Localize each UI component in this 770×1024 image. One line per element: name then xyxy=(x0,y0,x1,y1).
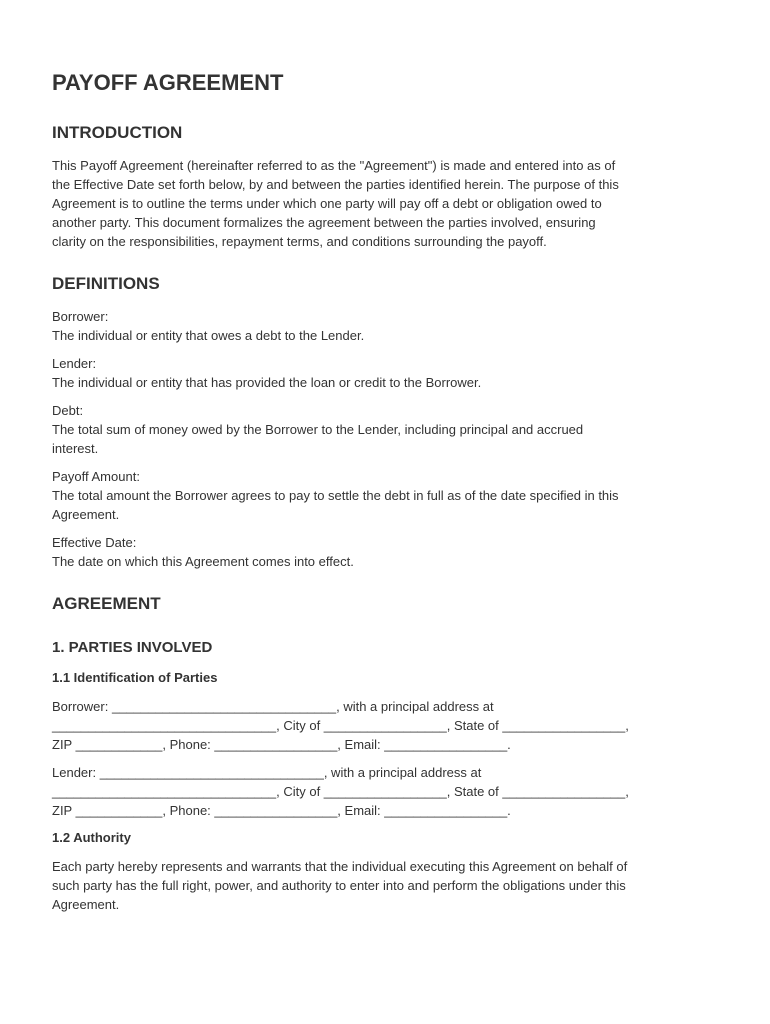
definition-text: The date on which this Agreement comes into effect. xyxy=(52,554,354,569)
definitions-heading: DEFINITIONS xyxy=(52,274,160,293)
definition-term: Debt: xyxy=(52,403,84,418)
borrower-identification-block: Borrower: _______________________________, with a principal address at _______________________________, City of _________________, State of _________________, ZIP ____________, Phone: _________________, Email: _________________. xyxy=(52,699,629,752)
definition-text: The individual or entity that has provided the loan or credit to the Borrower. xyxy=(52,375,482,390)
definition-text: The individual or entity that owes a debt to the Lender. xyxy=(52,328,365,343)
definition-term: Borrower: xyxy=(52,309,109,324)
definition-text: The total sum of money owed by the Borrower to the Lender, including principal and accrued interest. xyxy=(52,422,584,456)
definition-text: The total amount the Borrower agrees to pay to settle the debt in full as of the date specified in this Agreement. xyxy=(52,488,619,522)
definition-lender xyxy=(52,354,722,392)
document-title: PAYOFF AGREEMENT xyxy=(52,70,284,95)
subsection-1-1-heading: 1.1 Identification of Parties xyxy=(52,670,218,685)
section-1-heading: 1. PARTIES INVOLVED xyxy=(52,639,213,656)
definition-borrower xyxy=(52,307,722,345)
definition-term: Payoff Amount: xyxy=(52,469,140,484)
definition-term: Effective Date: xyxy=(52,535,137,550)
introduction-text: This Payoff Agreement (hereinafter referred to as the "Agreement") is made and entered into as of the Effective Date set forth below, by and between the parties identified herein. The purpose of this Agreement is to outline the terms under which one party will pay off a debt or obligation owed to another party. This document formalizes the agreement between the parties involved, ensuring clarity on the responsibilities, repayment terms, and conditions surrounding the payoff. xyxy=(52,158,619,249)
definition-term: Lender: xyxy=(52,356,97,371)
definition-payoff-amount xyxy=(52,467,722,524)
agreement-heading: AGREEMENT xyxy=(52,594,161,613)
introduction-heading: INTRODUCTION xyxy=(52,123,183,142)
lender-identification-block: Lender: _______________________________, with a principal address at _______________________________, City of _________________, State of _________________, ZIP ____________, Phone: _________________, Email: _________________. xyxy=(52,765,629,818)
definition-effective-date xyxy=(52,533,722,571)
authority-text: Each party hereby represents and warrants that the individual executing this Agreement on behalf of such party has the full right, power, and authority to enter into and perform the obligations under this Agreement. xyxy=(52,859,628,912)
subsection-1-2-heading: 1.2 Authority xyxy=(52,830,131,845)
definition-debt xyxy=(52,401,722,458)
